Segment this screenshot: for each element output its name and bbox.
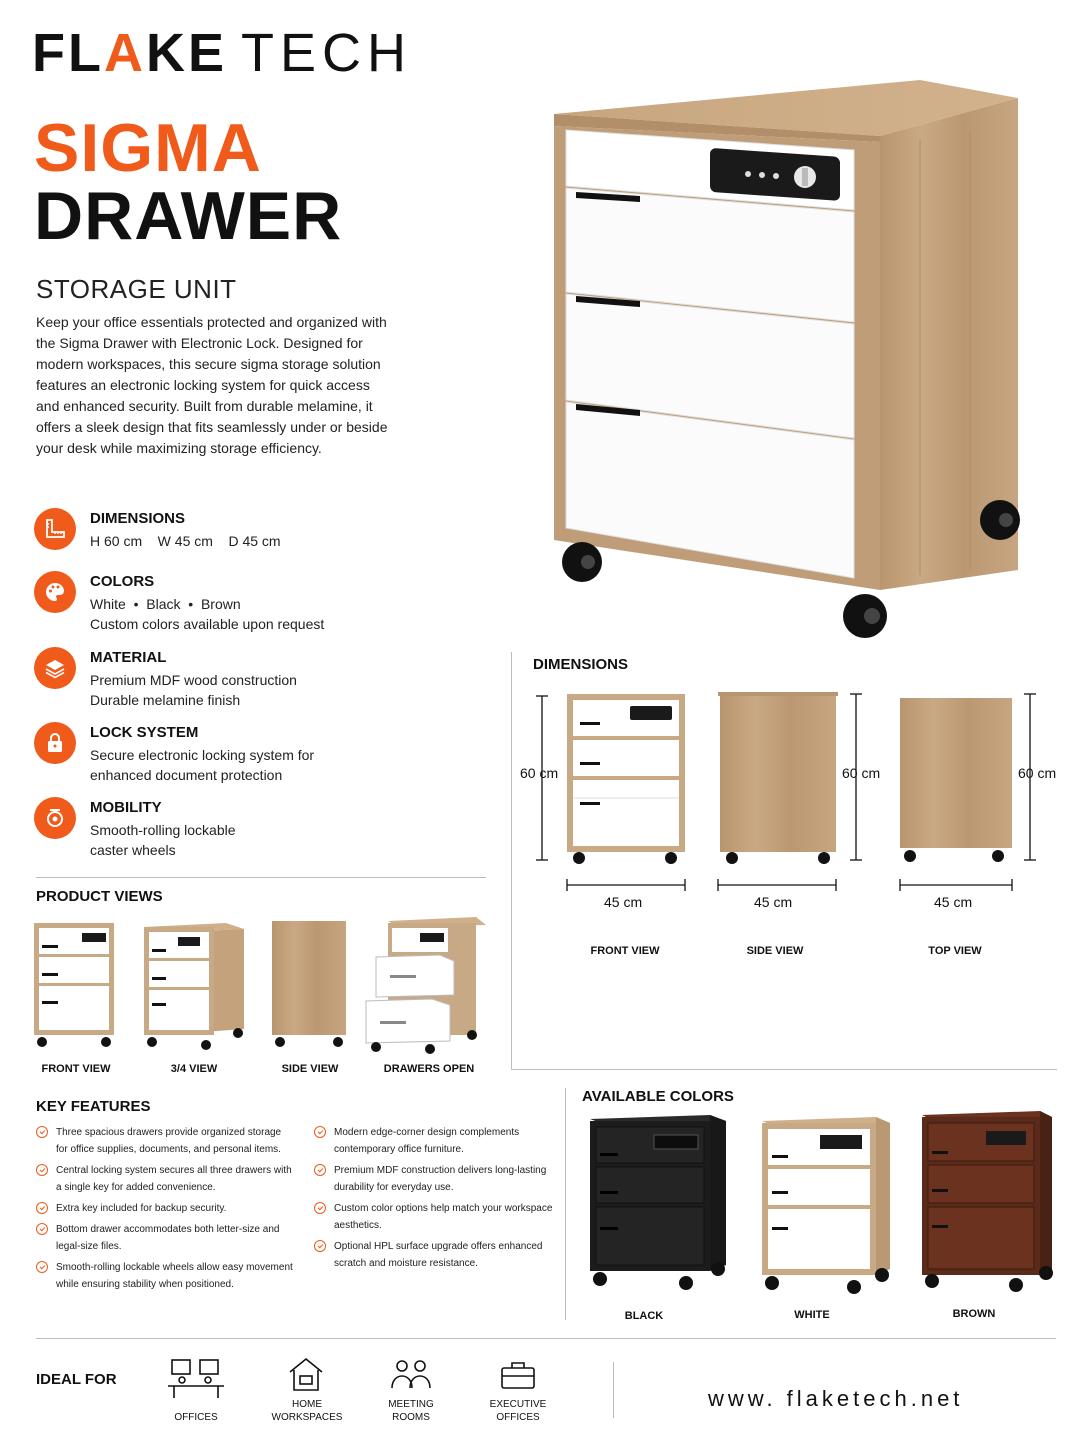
feature-item: [36, 1221, 294, 1255]
feature-text: Three spacious drawers provide organized storage for office supplies, documents, and personal items.: [56, 1127, 282, 1155]
spec-line: caster wheels: [90, 842, 176, 858]
feature-text: Extra key included for backup security.: [56, 1203, 227, 1214]
spec-lock: [34, 724, 414, 785]
height-label-top: 60 cm: [1018, 765, 1057, 781]
ideal-caption-line: MEETING: [388, 1399, 434, 1410]
spec-line: H 60 cm W 45 cm D 45 cm: [90, 533, 281, 549]
lock-icon: [34, 722, 76, 764]
spec-line: enhanced document protection: [90, 767, 283, 783]
check-icon: [314, 1126, 326, 1138]
divider-vertical: [565, 1088, 566, 1320]
spec-title: MOBILITY: [90, 799, 162, 816]
spec-line: Custom colors available upon request: [90, 616, 325, 632]
palette-icon: [34, 571, 76, 613]
briefcase-icon: [500, 1360, 536, 1390]
feature-item: [36, 1259, 294, 1293]
ideal-caption-executive: [473, 1398, 563, 1424]
check-icon: [36, 1223, 48, 1235]
dim-caption-front: FRONT VIEW: [590, 945, 660, 957]
home-icon: [286, 1356, 326, 1392]
spec-dimensions: [34, 510, 414, 551]
logo-text-bold-2: KE: [145, 23, 227, 83]
width-label-side: 45 cm: [754, 894, 793, 910]
feature-item: [314, 1124, 558, 1158]
wheel-icon: [34, 797, 76, 839]
spec-mobility: [34, 799, 414, 860]
website-link[interactable]: www. flaketech.net: [708, 1386, 964, 1411]
view-caption-34: 3/4 VIEW: [170, 1063, 218, 1075]
feature-item: [36, 1162, 294, 1196]
ideal-caption-line: EXECUTIVE: [489, 1399, 547, 1410]
dimensions-heading: DIMENSIONS: [533, 656, 629, 673]
feature-text: Bottom drawer accommodates both letter-size and legal-size files.: [56, 1224, 280, 1252]
check-icon: [36, 1202, 48, 1214]
width-label-top: 45 cm: [934, 894, 973, 910]
spec-line: Durable melamine finish: [90, 692, 241, 708]
ruler-icon: [34, 508, 76, 550]
layers-icon: [34, 647, 76, 689]
check-icon: [36, 1164, 48, 1176]
logo-accent-letter: A: [103, 23, 146, 83]
footer-divider: [36, 1338, 1056, 1339]
ideal-caption-offices: OFFICES: [174, 1412, 218, 1423]
spec-title: MATERIAL: [90, 649, 167, 666]
spec-title: LOCK SYSTEM: [90, 724, 199, 741]
color-label-black: BLACK: [624, 1310, 664, 1322]
ideal-caption-line: OFFICES: [496, 1412, 540, 1423]
dim-caption-top: TOP VIEW: [928, 945, 982, 957]
height-label-front: 60 cm: [520, 765, 559, 781]
color-label-white: WHITE: [794, 1309, 830, 1321]
spec-line: Smooth-rolling lockable: [90, 822, 236, 838]
color-label-brown: BROWN: [952, 1308, 996, 1320]
check-icon: [36, 1261, 48, 1273]
ideal-caption-meeting: [366, 1398, 456, 1424]
feature-text: Central locking system secures all three drawers with a single key for added convenience.: [56, 1165, 292, 1193]
feature-text: Optional HPL surface upgrade offers enhanced scratch and moisture resistance.: [334, 1241, 543, 1269]
divider: [36, 877, 486, 878]
feature-item: [314, 1238, 558, 1272]
ideal-caption-home: [262, 1398, 352, 1424]
feature-text: Smooth-rolling lockable wheels allow easy movement while ensuring stability when positioned.: [56, 1262, 293, 1290]
key-features-heading: KEY FEATURES: [36, 1098, 151, 1115]
check-icon: [314, 1240, 326, 1252]
logo-text-bold: FL: [32, 23, 104, 83]
features-right-column: [314, 1124, 558, 1272]
color-variants-images: [580, 1105, 1060, 1305]
spec-colors: [34, 573, 414, 634]
subtitle: STORAGE UNIT: [36, 274, 237, 304]
width-label-front: 45 cm: [604, 894, 643, 910]
height-label-side: 60 cm: [842, 765, 881, 781]
offices-icon: [166, 1356, 226, 1402]
feature-text: Premium MDF construction delivers long-lasting durability for everyday use.: [334, 1165, 547, 1193]
product-views-heading: PRODUCT VIEWS: [36, 888, 163, 905]
product-views-images: [30, 915, 492, 1055]
hero-cabinet-image: [540, 70, 1040, 650]
feature-item: [36, 1200, 294, 1217]
dimension-drawings: [512, 680, 1072, 920]
spec-material: [34, 649, 414, 710]
check-icon: [314, 1164, 326, 1176]
ideal-for-heading: IDEAL FOR: [36, 1371, 117, 1388]
footer-divider-vertical: [613, 1362, 614, 1418]
view-caption-open: DRAWERS OPEN: [383, 1063, 475, 1075]
spec-title: COLORS: [90, 573, 155, 590]
ideal-caption-line: WORKSPACES: [271, 1412, 343, 1423]
spec-line: Secure electronic locking system for: [90, 747, 315, 763]
features-left-column: [36, 1124, 294, 1293]
meeting-icon: [388, 1358, 434, 1392]
spec-line: Premium MDF wood construction: [90, 672, 297, 688]
title-line-2: DRAWER: [34, 178, 343, 254]
brand-logo: [32, 23, 412, 83]
feature-item: [314, 1200, 558, 1234]
feature-text: Modern edge-corner design complements contemporary office furniture.: [334, 1127, 520, 1155]
view-caption-side: SIDE VIEW: [281, 1063, 339, 1075]
spec-line: White • Black • Brown: [90, 596, 241, 612]
logo-text-thin: TECH: [241, 23, 412, 83]
feature-text: Custom color options help match your workspace aesthetics.: [334, 1203, 553, 1231]
check-icon: [36, 1126, 48, 1138]
spec-title: DIMENSIONS: [90, 510, 186, 527]
check-icon: [314, 1202, 326, 1214]
available-colors-heading: AVAILABLE COLORS: [582, 1088, 734, 1105]
feature-item: [314, 1162, 558, 1196]
ideal-caption-line: ROOMS: [392, 1412, 430, 1423]
title-line-1: SIGMA: [34, 110, 262, 186]
ideal-caption-line: HOME: [292, 1399, 322, 1410]
view-caption-front: FRONT VIEW: [41, 1063, 111, 1075]
feature-item: [36, 1124, 294, 1158]
product-description: Keep your office essentials protected and organized with the Sigma Drawer with Electronic Lock. Designed for modern workspaces, this secure sigma storage solution features an electronic locking system for quick access and enhanced security. Built from durable melamine, it offers a sleek design that fits seamlessly under or beside your desk while maximizing storage efficiency.: [36, 314, 388, 456]
dim-caption-side: SIDE VIEW: [746, 945, 804, 957]
